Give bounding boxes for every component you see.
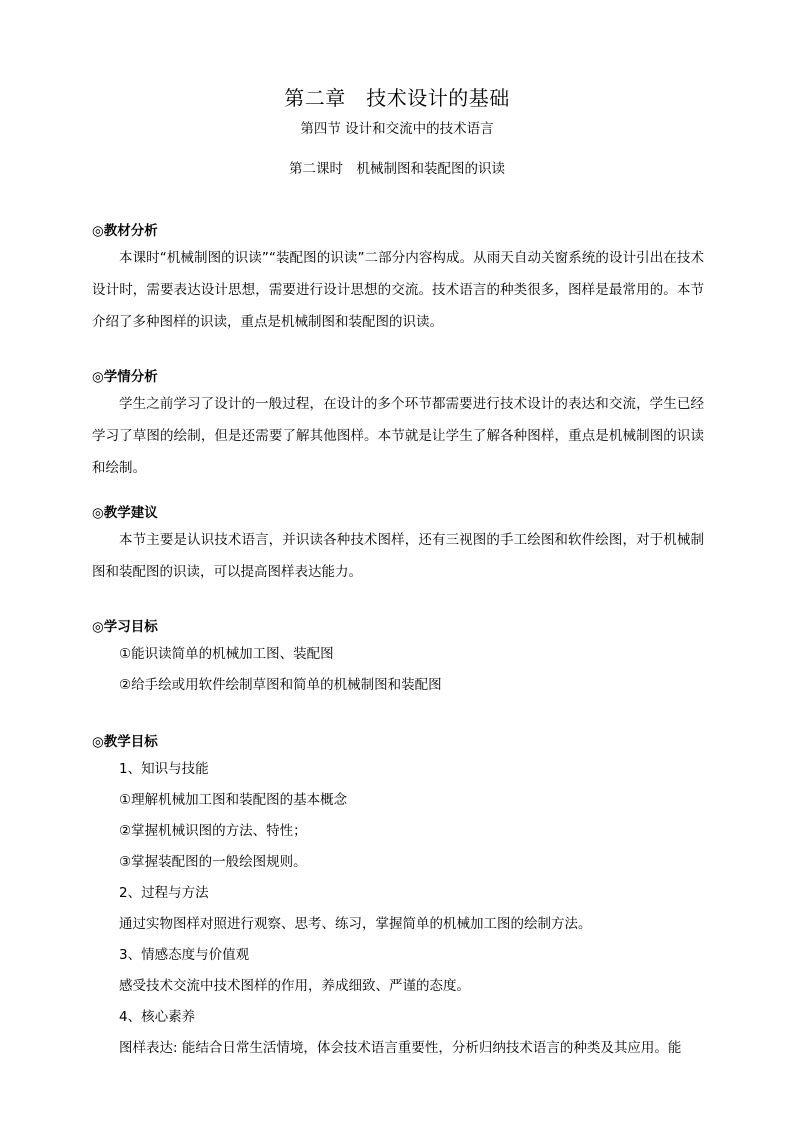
emotion-values-title: 3、情感态度与价值观	[119, 947, 250, 963]
knowledge-item: ③掌握装配图的一般绘图规则。	[119, 854, 307, 870]
core-literacy-text: 图样表达: 能结合日常生活情境，体会技术语言重要性，分析归纳技术语言的种类及其应用。能	[119, 1040, 682, 1056]
process-method-title: 2、过程与方法	[119, 885, 209, 901]
learning-goals-heading: ◎学习目标	[92, 619, 158, 635]
textbook-analysis-text: 本课时“机械制图的识读”“装配图的识读”二部分内容构成。从雨天自动关窗系统的设计引出在技术设计时，需要表达设计思想，需要进行设计思想的交流。技术语言的种类很多，图样是最常用的。本节介绍了多种图样的识读，重点是机械制图和装配图的识读。	[92, 250, 704, 330]
student-analysis-heading: ◎学情分析	[92, 369, 158, 385]
lesson-title: 第二课时 机械制图和装配图的识读	[289, 161, 505, 177]
teaching-suggestion-text: 本节主要是认识技术语言，并识读各种技术图样，还有三视图的手工绘图和软件绘图，对于机械制图和装配图的识读，可以提高图样表达能力。	[92, 532, 704, 580]
emotion-values-text: 感受技术交流中技术图样的作用，养成细致、严谨的态度。	[119, 978, 470, 994]
knowledge-skills-title: 1、知识与技能	[119, 761, 209, 777]
learning-goal-item: ①能识读简单的机械加工图、装配图	[119, 646, 334, 662]
section-title: 第四节 设计和交流中的技术语言	[300, 121, 494, 137]
knowledge-item: ②掌握机械识图的方法、特性；	[119, 823, 307, 839]
knowledge-item: ①理解机械加工图和装配图的基本概念	[119, 792, 348, 808]
teaching-goals-heading: ◎教学目标	[92, 734, 158, 750]
student-analysis-text: 学生之前学习了设计的一般过程，在设计的多个环节都需要进行技术设计的表达和交流，学生已经学习了草图的绘制，但是还需要了解其他图样。本节就是让学生了解各种图样，重点是机械制图的识读和绘制。	[92, 396, 704, 476]
process-method-text: 通过实物图样对照进行观察、思考、练习，掌握简单的机械加工图的绘制方法。	[119, 916, 592, 932]
learning-goal-item: ②给手绘或用软件绘制草图和简单的机械制图和装配图	[119, 677, 442, 693]
textbook-analysis-heading: ◎教材分析	[92, 223, 158, 239]
teaching-suggestion-heading: ◎教学建议	[92, 505, 158, 521]
chapter-title: 第二章 技术设计的基础	[284, 86, 510, 110]
core-literacy-title: 4、核心素养	[119, 1009, 196, 1025]
